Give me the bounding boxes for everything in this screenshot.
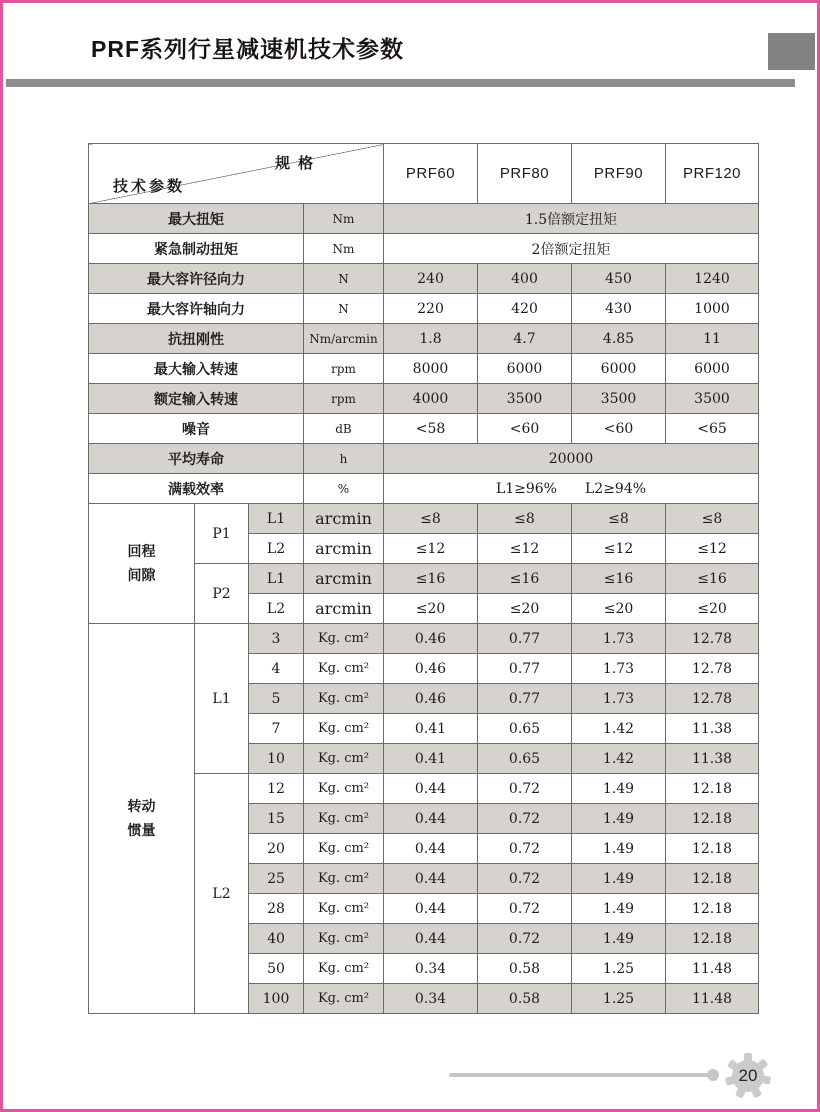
value-cell: ≤16 — [384, 564, 478, 594]
value-cell: ≤12 — [384, 534, 478, 564]
unit-cell: Kg. cm² — [304, 834, 384, 864]
value-cell: 0.44 — [384, 834, 478, 864]
value-cell: 0.77 — [478, 624, 572, 654]
value-cell: 0.72 — [478, 834, 572, 864]
value-cell: ≤16 — [666, 564, 759, 594]
value-cell: ≤8 — [666, 504, 759, 534]
inertia-label-line: 惯量 — [127, 821, 156, 838]
value-cell: 6000 — [478, 354, 572, 384]
unit-cell: rpm — [304, 384, 384, 414]
value-cell: 0.34 — [384, 954, 478, 984]
value-cell: 11 — [666, 324, 759, 354]
value-cell: 240 — [384, 264, 478, 294]
unit-cell: Nm — [304, 234, 384, 264]
value-cell: 220 — [384, 294, 478, 324]
value-cell: ≤12 — [666, 534, 759, 564]
value-cell: 1000 — [666, 294, 759, 324]
param-label-cell: 噪音 — [89, 414, 304, 444]
ratio-cell: 100 — [249, 984, 304, 1014]
span-value-cell: 2倍额定扭矩 — [384, 234, 759, 264]
value-cell: <65 — [666, 414, 759, 444]
value-cell: 0.46 — [384, 624, 478, 654]
inertia-label-line: 转动 — [127, 797, 156, 814]
value-cell: 430 — [572, 294, 666, 324]
param-label-cell: 最大容许轴向力 — [89, 294, 304, 324]
value-cell: 1.49 — [572, 894, 666, 924]
value-cell: 1.8 — [384, 324, 478, 354]
value-cell: 8000 — [384, 354, 478, 384]
param-label-cell: 最大扭矩 — [89, 204, 304, 234]
footer-line — [449, 1073, 711, 1077]
value-cell: ≤20 — [666, 594, 759, 624]
backlash-label-line: 间隙 — [127, 566, 156, 583]
inertia-level-cell: L1 — [195, 624, 249, 774]
value-cell: 1.25 — [572, 954, 666, 984]
precision-grade-cell: P2 — [195, 564, 249, 624]
value-cell: 6000 — [666, 354, 759, 384]
value-cell: 0.72 — [478, 774, 572, 804]
value-cell: 12.78 — [666, 684, 759, 714]
unit-cell: Kg. cm² — [304, 954, 384, 984]
value-cell: 0.46 — [384, 654, 478, 684]
unit-cell: Kg. cm² — [304, 714, 384, 744]
value-cell: 12.18 — [666, 774, 759, 804]
param-label-cell: 紧急制动扭矩 — [89, 234, 304, 264]
value-cell: 3500 — [572, 384, 666, 414]
unit-cell: Kg. cm² — [304, 744, 384, 774]
ratio-cell: 15 — [249, 804, 304, 834]
unit-cell: arcmin — [304, 564, 384, 594]
value-cell: 1.42 — [572, 744, 666, 774]
value-cell: <60 — [572, 414, 666, 444]
ratio-cell: 50 — [249, 954, 304, 984]
corner-cell — [89, 144, 384, 204]
param-label-cell: 额定输入转速 — [89, 384, 304, 414]
value-cell: 12.18 — [666, 834, 759, 864]
value-cell: <60 — [478, 414, 572, 444]
unit-cell: arcmin — [304, 594, 384, 624]
ratio-cell: 28 — [249, 894, 304, 924]
unit-cell: Kg. cm² — [304, 624, 384, 654]
value-cell: 12.18 — [666, 864, 759, 894]
value-cell: ≤8 — [384, 504, 478, 534]
value-cell: 420 — [478, 294, 572, 324]
value-cell: 1.49 — [572, 864, 666, 894]
value-cell: 11.38 — [666, 744, 759, 774]
ratio-cell: 40 — [249, 924, 304, 954]
ratio-cell: 4 — [249, 654, 304, 684]
value-cell: 1.49 — [572, 834, 666, 864]
value-cell: ≤8 — [478, 504, 572, 534]
param-label-cell: 最大输入转速 — [89, 354, 304, 384]
column-header: PRF90 — [572, 144, 666, 204]
unit-cell: N — [304, 264, 384, 294]
unit-cell: Kg. cm² — [304, 984, 384, 1014]
level-cell: L1 — [249, 564, 304, 594]
unit-cell: Nm — [304, 204, 384, 234]
value-cell: 0.41 — [384, 744, 478, 774]
value-cell: 0.58 — [478, 954, 572, 984]
span-value-cell: 20000 — [384, 444, 759, 474]
value-cell: 1.25 — [572, 984, 666, 1014]
value-cell: 1.73 — [572, 624, 666, 654]
unit-cell: rpm — [304, 354, 384, 384]
unit-cell: Kg. cm² — [304, 864, 384, 894]
value-cell: 0.72 — [478, 864, 572, 894]
value-cell: ≤16 — [478, 564, 572, 594]
value-cell: 12.18 — [666, 924, 759, 954]
value-cell: 1.49 — [572, 774, 666, 804]
value-cell: 11.38 — [666, 714, 759, 744]
value-cell: ≤20 — [384, 594, 478, 624]
value-cell: ≤20 — [478, 594, 572, 624]
param-axis-label: 技术参数 — [113, 178, 186, 195]
value-cell: 0.77 — [478, 684, 572, 714]
gear-icon — [724, 1052, 772, 1100]
param-label-cell: 满载效率 — [89, 474, 304, 504]
ratio-cell: 25 — [249, 864, 304, 894]
unit-cell: % — [304, 474, 384, 504]
page-title: PRF系列行星减速机技术参数 — [91, 36, 404, 62]
value-cell: 12.78 — [666, 624, 759, 654]
value-cell: 400 — [478, 264, 572, 294]
ratio-cell: 5 — [249, 684, 304, 714]
unit-cell: dB — [304, 414, 384, 444]
value-cell: 11.48 — [666, 954, 759, 984]
unit-cell: Kg. cm² — [304, 894, 384, 924]
unit-cell: arcmin — [304, 534, 384, 564]
unit-cell: Kg. cm² — [304, 774, 384, 804]
param-label-cell: 抗扭刚性 — [89, 324, 304, 354]
value-cell: 0.34 — [384, 984, 478, 1014]
value-cell: ≤16 — [572, 564, 666, 594]
value-cell: 1.49 — [572, 924, 666, 954]
value-cell: 4000 — [384, 384, 478, 414]
param-label-cell: 最大容许径向力 — [89, 264, 304, 294]
value-cell: 0.44 — [384, 894, 478, 924]
backlash-label-line: 回程 — [127, 542, 156, 559]
value-cell: 1.49 — [572, 804, 666, 834]
value-cell: 0.44 — [384, 864, 478, 894]
level-cell: L2 — [249, 594, 304, 624]
value-cell: 0.41 — [384, 714, 478, 744]
unit-cell: N — [304, 294, 384, 324]
value-cell: 11.48 — [666, 984, 759, 1014]
value-cell: 1.73 — [572, 654, 666, 684]
value-cell: 6000 — [572, 354, 666, 384]
value-cell: 3500 — [478, 384, 572, 414]
value-cell: ≤12 — [478, 534, 572, 564]
value-cell: ≤12 — [572, 534, 666, 564]
efficiency-value: L2≥94% — [585, 480, 647, 497]
unit-cell: Kg. cm² — [304, 684, 384, 714]
value-cell: 12.18 — [666, 894, 759, 924]
value-cell: 0.65 — [478, 714, 572, 744]
ratio-cell: 20 — [249, 834, 304, 864]
value-cell: 0.44 — [384, 924, 478, 954]
param-label-cell: 平均寿命 — [89, 444, 304, 474]
value-cell: 1240 — [666, 264, 759, 294]
value-cell: 4.85 — [572, 324, 666, 354]
level-cell: L1 — [249, 504, 304, 534]
value-cell: 0.72 — [478, 924, 572, 954]
unit-cell: Kg. cm² — [304, 654, 384, 684]
spec-table — [88, 143, 759, 1014]
value-cell: 0.46 — [384, 684, 478, 714]
unit-cell: arcmin — [304, 504, 384, 534]
value-cell: 1.73 — [572, 684, 666, 714]
value-cell: ≤20 — [572, 594, 666, 624]
value-cell: 0.44 — [384, 774, 478, 804]
footer-line-dot — [707, 1069, 719, 1081]
value-cell: <58 — [384, 414, 478, 444]
span-value-cell: 1.5倍额定扭矩 — [384, 204, 759, 234]
value-cell: 12.78 — [666, 654, 759, 684]
precision-grade-cell: P1 — [195, 504, 249, 564]
column-header: PRF80 — [478, 144, 572, 204]
unit-cell: Kg. cm² — [304, 924, 384, 954]
value-cell: 0.77 — [478, 654, 572, 684]
value-cell: 0.44 — [384, 804, 478, 834]
level-cell: L2 — [249, 534, 304, 564]
value-cell: 0.58 — [478, 984, 572, 1014]
ratio-cell: 7 — [249, 714, 304, 744]
corner-decoration-block — [768, 33, 815, 70]
page-number: 20 — [738, 1066, 758, 1085]
unit-cell: h — [304, 444, 384, 474]
value-cell: 0.72 — [478, 804, 572, 834]
ratio-cell: 10 — [249, 744, 304, 774]
column-header: PRF120 — [666, 144, 759, 204]
value-cell: 4.7 — [478, 324, 572, 354]
inertia-level-cell: L2 — [195, 774, 249, 1014]
value-cell: ≤8 — [572, 504, 666, 534]
value-cell: 0.65 — [478, 744, 572, 774]
value-cell: 3500 — [666, 384, 759, 414]
ratio-cell: 12 — [249, 774, 304, 804]
column-header: PRF60 — [384, 144, 478, 204]
title-rule — [6, 79, 795, 87]
efficiency-value: L1≥96% — [495, 480, 557, 497]
inertia-section-label — [89, 624, 195, 1014]
spec-axis-label: 规格 — [274, 155, 321, 172]
value-cell: 450 — [572, 264, 666, 294]
ratio-cell: 3 — [249, 624, 304, 654]
value-cell: 12.18 — [666, 804, 759, 834]
unit-cell: Kg. cm² — [304, 804, 384, 834]
value-cell: 1.42 — [572, 714, 666, 744]
backlash-section-label — [89, 504, 195, 624]
span-value-cell — [384, 474, 759, 504]
unit-cell: Nm/arcmin — [304, 324, 384, 354]
value-cell: 0.72 — [478, 894, 572, 924]
